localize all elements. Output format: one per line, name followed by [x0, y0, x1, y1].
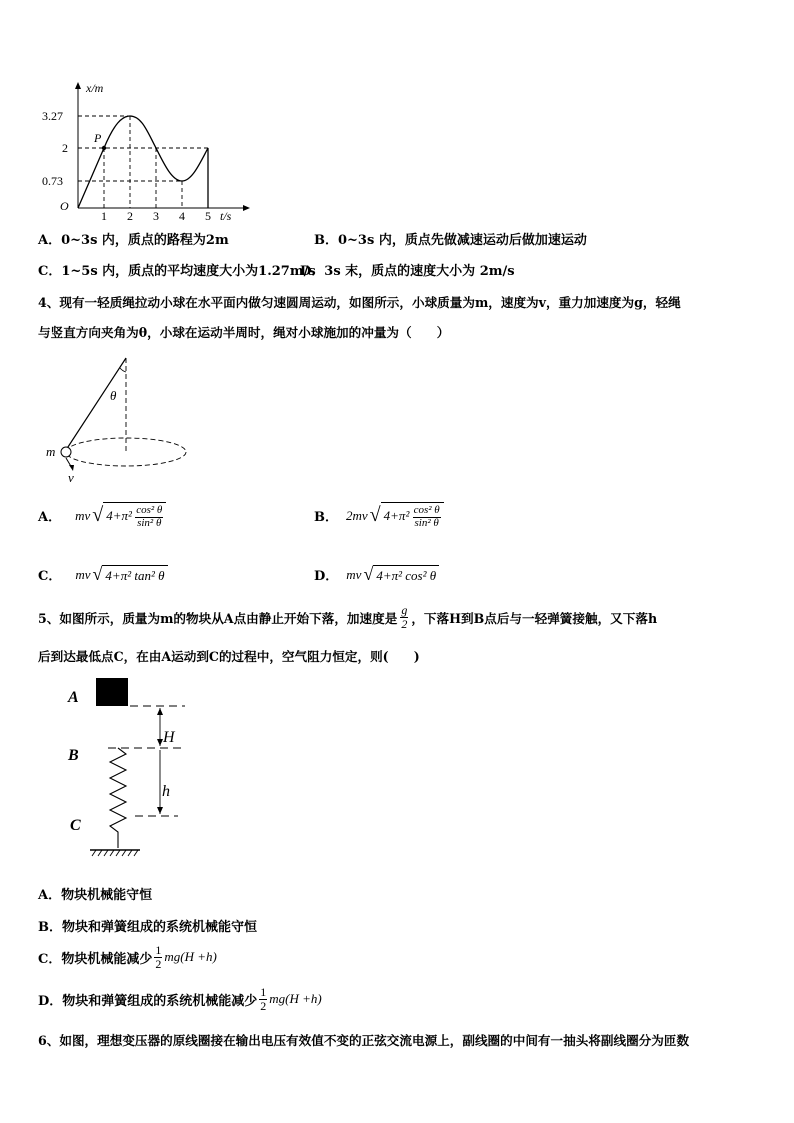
point-p-label: P — [94, 131, 102, 145]
x-tick-1: 1 — [101, 209, 107, 223]
point-b-label: B — [68, 747, 79, 764]
spring-icon — [110, 748, 126, 848]
x-tick-5: 5 — [205, 209, 211, 223]
mass-label: m — [46, 444, 56, 459]
point-p-marker — [102, 146, 106, 150]
q4-option-d: D． mv √ 4+π² cos² θ — [314, 564, 439, 585]
x-tick-3: 3 — [153, 209, 159, 223]
q5-stem-line2: 后到达最低点C，在由A运动到C的过程中，空气阻力恒定，则( ) — [38, 649, 420, 664]
theta-label: θ — [110, 388, 117, 403]
q3-option-c: C．1~5s 内，质点的平均速度大小为1.27m/s — [38, 264, 316, 279]
block-icon — [96, 678, 128, 706]
x-tick-2: 2 — [127, 209, 133, 223]
q4-option-c: C． mv √ 4+π² tan² θ — [38, 564, 168, 585]
height-h-big-label: H — [163, 729, 175, 746]
point-a-label: A — [68, 689, 79, 706]
y-tick-2: 2 — [62, 141, 68, 155]
q3-option-b: B．0~3s 内，质点先做减速运动后做加速运动 — [314, 233, 587, 248]
q5-option-a: A．物块机械能守恒 — [38, 888, 153, 903]
q3-option-a: A．0~3s 内，质点的路程为2m — [38, 233, 229, 248]
height-h-small-label: h — [162, 783, 170, 800]
q5-option-c: C．物块机械能减少 $\frac{1}{2}$ mg(H +h) — [38, 943, 217, 971]
conical-pendulum-figure — [40, 352, 200, 487]
ball-icon — [61, 447, 71, 457]
q4-stem-line1: 4、现有一轻质绳拉动小球在水平面内做匀速圆周运动，如图所示，小球质量为m，速度为v，重力加速度为g，轻绳 — [38, 295, 681, 310]
q5-option-b: B．物块和弹簧组成的系统机械能守恒 — [38, 920, 257, 935]
y-axis-label: x/m — [86, 81, 104, 95]
spring-figure — [60, 672, 200, 862]
xt-graph — [30, 78, 260, 223]
y-tick-3: 0.73 — [42, 174, 63, 188]
y-tick-1: 3.27 — [42, 109, 63, 123]
q4-option-b: B． 2mv √ 4+π² $\frac{\text{cos² θ}}{\text{sin² θ}}$ — [314, 502, 444, 529]
q3-option-d: D．3s 末，质点的速度大小为 2m/s — [300, 264, 515, 279]
origin-label: O — [60, 199, 69, 213]
q4-option-a: A． mv √ 4+π² $\frac{\text{cos² θ}}{\text{sin² θ}}$ — [38, 502, 166, 529]
q5-option-d: D．物块和弹簧组成的系统机械能减少 $\frac{1}{2}$ mg(H +h) — [38, 985, 322, 1013]
velocity-label: v — [68, 470, 74, 485]
x-axis-label: t/s — [220, 209, 232, 223]
q4-stem-line2: 与竖直方向夹角为θ，小球在运动半周时，绳对小球施加的冲量为（ ） — [38, 325, 450, 340]
q6-stem-line1: 6、如图，理想变压器的原线圈接在输出电压有效值不变的正弦交流电源上，副线圈的中间有一抽头将副线圈分为匝数 — [38, 1033, 690, 1048]
point-c-label: C — [70, 817, 81, 834]
x-tick-4: 4 — [179, 209, 185, 223]
q5-stem-line1: 5、如图所示，质量为m的物块从A点由静止开始下落，加速度是 $\frac{g}{2}$ ，下落H到B点后与一轻弹簧接触，又下落h — [38, 603, 658, 631]
xt-curve — [78, 116, 208, 208]
